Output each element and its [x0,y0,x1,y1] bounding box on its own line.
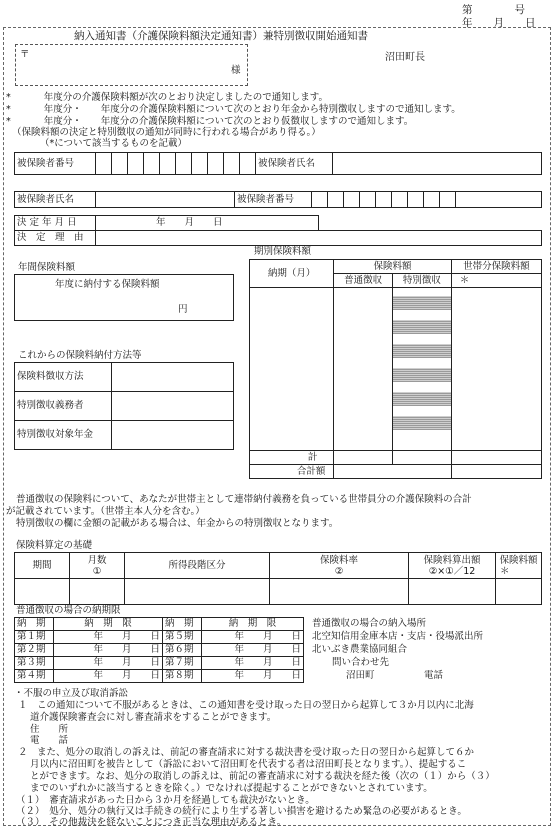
basis-col-premium: 保険料額 ＊ [496,553,542,579]
appeal-p2-line-4: までのいずれかに該当するときを除く。）でなければ提起することができないとされています。 [30,783,433,794]
period-normal-label: 普通徴収 [334,274,393,288]
document-title: 納入通知書（介護保険料額決定通知書）兼特別徴収開始通知書 [74,30,368,42]
insured-table-2 [14,191,542,208]
inquiry-office: 沼田町 [346,670,375,681]
basis-col-months: 月数 ① [70,553,125,579]
deadline-header-period-1: 納 期 [15,618,54,631]
payment-place-line-2: 北いぶき農業協同組合 [312,644,408,655]
decision-table [14,215,542,246]
annual-amount-box [14,274,234,321]
inquiry-label: 問い合わせ先 [332,657,390,668]
deadline-table [14,617,304,683]
address-box [15,44,248,86]
special-collection-shaded-column [393,288,452,451]
explain-line-3: 特別徴収の欄に金額の記載がある場合は、年金からの特別徴収となります。 [16,518,339,529]
payment-place-line-1: 北空知信用金庫本店・支店・役場派出所 [312,631,484,642]
annual-amount-label: 年度に納付する保険料額 [55,279,160,290]
method-row-obligor: 特別徴収義務者 [15,392,112,421]
table-row: 第１期 年 月 日 第５期 年 月 日 [15,631,304,644]
basis-table [14,552,542,605]
notice-date-label: 年 月 日 [462,17,536,29]
method-row-collection: 保険料徴収方法 [15,363,112,392]
insured-name-label-2: 被保険者氏名 [15,192,96,208]
notice-note-2: （*について該当するものを記載） [40,138,188,149]
deadline-header-period-2: 納 期 [163,618,202,631]
inquiry-phone-label: 電話 [424,670,444,681]
table-row: 第４期 年 月 日 第８期 年 月 日 [15,670,304,683]
appeal-item-2: （２） 処分、処分の執行又は手続きの続行により生ずる著しい損害を避けるため緊急の必要があるとき。 [16,806,467,817]
basis-col-period: 期間 [15,553,70,579]
table-row: 第２期 年 月 日 第６期 年 月 日 [15,644,304,657]
basis-section-label: 保険料算定の基礎 [16,540,93,551]
method-row-pension: 特別徴収対象年金 [15,421,112,450]
notice-line-3: * 年度分・ 年度分の介護保険料額について次のとおり仮徴収しますので通知します。 [6,116,414,127]
annual-section-label: 年間保険料額 [18,262,76,273]
period-household-label: 世帯分保険料額 [451,260,541,274]
period-table [249,259,542,479]
annual-amount-unit: 円 [178,304,188,315]
household-mark: ＊ [451,274,541,288]
decision-reason-label: 決 定 理 由 [15,231,96,246]
appeal-item-3: （３） その他裁決を経ないことにつき正当な理由があるとき。 [16,817,287,828]
basis-col-rate: 保険料率 ② [270,553,409,579]
payment-place-title: 普通徴収の場合の納入場所 [312,618,427,629]
notice-line-2: * 年度分・ 年度分の介護保険料額について次のとおり年金から特別徴収しますので通知します。 [6,104,461,115]
postal-mark: 〒 [20,49,30,60]
notice-line-1: * 年度分の介護保険料額が次のとおり決定しましたので通知します。 [6,92,328,103]
appeal-item-1: （１） 審査請求があった日から３か月を経過しても裁決がないとき。 [16,795,315,806]
decision-date-label: 決 定 年 月 日 [15,216,96,231]
appeal-title: ・不服の申立及び取消訴訟 [14,688,129,699]
honorific: 様 [231,65,241,76]
period-col-label: 納期（月） [250,260,334,288]
period-subtotal-label: 計 [250,451,334,465]
insured-name-label: 被保険者氏名 [256,153,333,175]
decision-date-value: 年 月 日 [96,216,319,231]
deadline-header-date-1: 納 期 限 [54,618,163,631]
explain-line-2: が記載されています。（世帯主本人分を含む。） [6,506,205,517]
basis-col-income-tier: 所得段階区分 [125,553,270,579]
table-row: 第３期 年 月 日 第７期 年 月 日 [15,657,304,670]
insured-number-label-2: 被保険者番号 [235,192,312,208]
issuer-name: 沼田町長 [385,52,425,63]
appeal-p1-line-1: １ この通知について不服があるときは、この通知書を受け取った日の翌日から起算して３か月以内に北海 [18,700,474,711]
period-total-label: 合計額 [250,465,334,479]
method-section-label: これからの保険料納付方法等 [18,350,142,361]
appeal-p2-line-3: とができます。なお、処分の取消しの訴えは、前記の審査請求に対する裁決を経た後（次の（１）から（３） [30,771,495,782]
insured-number-label: 被保険者番号 [15,153,96,175]
period-premium-label: 保険料額 [334,260,451,274]
insured-table-1 [14,152,542,175]
appeal-p2-line-2: 月以内に沼田町を被告として（訴訟において沼田町を代表する者は沼田町長となります。）、提起するこ [30,759,467,770]
appeal-phone-label: 電 話 [30,735,69,746]
notice-note-1: （保険料額の決定と特別徴収の通知が同時に行われる場合があり得る。） [12,127,321,138]
method-table [14,362,234,450]
appeal-address-label: 住 所 [30,724,69,735]
notice-number-label: 第 号 [462,4,525,16]
appeal-p1-line-2: 道介護保険審査会に対し審査請求をすることができます。 [30,712,277,723]
explain-line-1: 普通徴収の保険料について、あなたが世帯主として連帯納付義務を負っている世帯員分の介護保険料の合計 [16,494,472,505]
appeal-p2-line-1: ２ また、処分の取消しの訴えは、前記の審査請求に対する裁決書を受け取った日の翌日から起算して６か [18,747,475,758]
period-special-label: 特別徴収 [393,274,452,288]
deadline-header-date-2: 納 期 限 [202,618,304,631]
period-section-label: 期別保険料額 [254,246,312,257]
basis-col-computed: 保険料算出額 ②×①／12 [409,553,496,579]
deadline-section-label: 普通徴収の場合の納期限 [16,605,121,616]
